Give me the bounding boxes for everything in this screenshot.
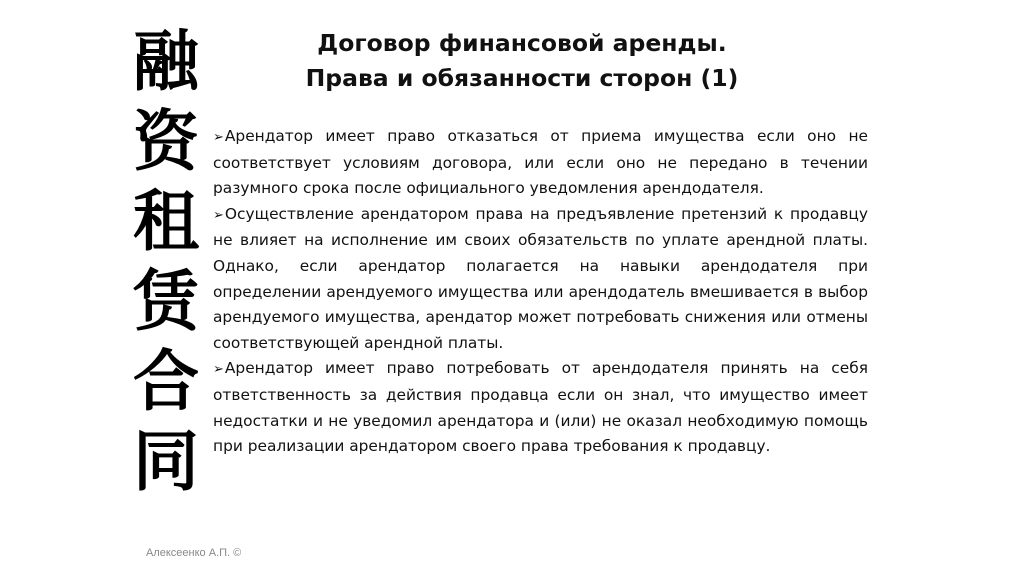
vertical-title-char: 融 <box>133 22 199 100</box>
vertical-title-char: 赁 <box>133 262 199 340</box>
paragraph-text: Арендатор имеет право отказаться от приема имущества если оно не соответствует условиям договора, или если оно не передано в течении разумного срока после официального уведомления арендодателя. <box>213 127 868 198</box>
paragraph-text: Осуществление арендатором права на предъявление претензий к продавцу не влияет на исполнение им своих обязательств по уплате арендной платы. Однако, если арендатор полагается на навыки арендодателя при определении арендуемого имущества или арендодатель вмешивается в выбор арендуемого имущества, арендатор может потребовать снижения или отмены соответствующей арендной платы. <box>213 204 868 352</box>
vertical-title-char: 租 <box>133 182 199 260</box>
author-footer: Алексеенко А.П. © <box>146 547 242 559</box>
slide-title <box>262 26 782 96</box>
slide-title-line-1: Договор финансовой аренды. <box>317 29 727 57</box>
bullet-paragraph-3 <box>213 356 868 459</box>
slide-body <box>213 124 868 460</box>
arrow-bullet-icon: ➢ <box>213 130 224 145</box>
vertical-chinese-title <box>128 22 204 502</box>
bullet-paragraph-1 <box>213 124 868 202</box>
paragraph-text: Арендатор имеет право потребовать от арендодателя принять на себя ответственность за действия продавца если он знал, что имущество имеет недостатки и не уведомил арендатора и (или) не оказал необходимую помощь при реализации арендатором своего права требования к продавцу. <box>213 359 868 456</box>
arrow-bullet-icon: ➢ <box>213 207 224 223</box>
vertical-title-char: 合 <box>133 342 199 420</box>
slide-title-line-2: Права и обязанности сторон (1) <box>305 64 739 92</box>
vertical-title-char: 同 <box>133 422 199 500</box>
arrow-bullet-icon: ➢ <box>213 362 224 378</box>
bullet-paragraph-2 <box>213 202 868 357</box>
vertical-title-char: 资 <box>133 102 199 180</box>
